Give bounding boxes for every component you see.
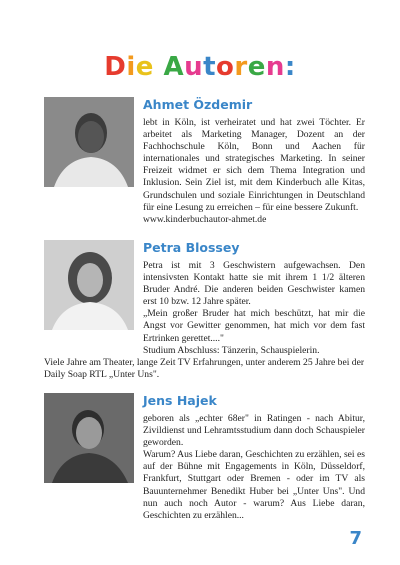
author-name: Ahmet Özdemir: [143, 97, 253, 112]
title-letter: e: [247, 52, 266, 82]
author-website[interactable]: www.kinderbuchautor-ahmet.de: [143, 213, 267, 225]
bio-paragraph: Warum? Aus Liebe daran, Geschichten zu erzählen, sei es auf der Bühne mit Engagements in Köln, Düsseldorf, Frankfurt, Stuttgart oder Bremen - oder im TV als Bauunternehmer Benedikt Huber bei „Unter Uns". Und nun auch noch Autor - warum? Aus Liebe daran, Geschichten zu erzählen...: [143, 449, 365, 521]
author-name: Jens Hajek: [143, 393, 217, 408]
page-title: [0, 52, 400, 82]
bio-paragraph: Studium Abschluss: Tänzerin, Schauspielerin.: [143, 344, 320, 356]
author-bio-continuation: [44, 357, 365, 381]
bio-paragraph: lebt in Köln, ist verheiratet und hat zwei Töchter. Er arbeitet als Marketing Manager, Dozent an der Fachhochschule Köln, Bonn und Aachen für internationales und strategisches Marketing. In seiner Freizeit widmet er sich dem Thema Integration und Inklusion. Sein Ziel ist, mit dem Kinderbuch alle Kitas, Grundschulen und soziale Einrichtungen in Deutschland für eine Lesung zu erreichen – für eine bessere Zukunft.: [143, 117, 365, 213]
title-letter: [154, 52, 164, 82]
title-letter: u: [184, 52, 204, 82]
title-letter: D: [104, 52, 127, 82]
title-letter: o: [216, 52, 235, 82]
title-letter: i: [126, 52, 136, 82]
author-photo: [44, 240, 134, 330]
title-letter: r: [234, 52, 248, 82]
author-bio: [143, 260, 365, 357]
author-name: Petra Blossey: [143, 240, 240, 255]
title-letter: A: [163, 52, 185, 82]
author-photo: [44, 97, 134, 187]
author-bio: [143, 117, 365, 226]
page-number: 7: [349, 528, 362, 549]
bio-paragraph: Viele Jahre am Theater, lange Zeit TV Erfahrungen, unter anderem 25 Jahre bei der Daily Soap RTL „Unter Uns".: [44, 357, 365, 381]
title-letter: e: [135, 52, 154, 82]
author-photo: [44, 393, 134, 483]
title-letter: :: [284, 52, 296, 82]
bio-paragraph: „Mein großer Bruder hat mich beschützt, hat mir die Angst vor Gewitter genommen, hat mich vor dem fast Ertrinken gerettet....": [143, 308, 365, 344]
bio-paragraph: geboren als „echter 68er" in Ratingen - nach Abitur, Zivildienst und Lehramtsstudium dann doch Schauspieler geworden.: [143, 413, 365, 449]
title-letter: n: [265, 52, 285, 82]
title-letter: t: [203, 52, 217, 82]
bio-paragraph: Petra ist mit 3 Geschwistern aufgewachsen. Den intensivsten Kontakt hatte sie mit ihrem 1 1/2 älteren Bruder André. Die anderen beiden Geschwister kamen erst 10 bzw. 12 Jahre später.: [143, 260, 365, 308]
author-bio: [143, 413, 365, 522]
